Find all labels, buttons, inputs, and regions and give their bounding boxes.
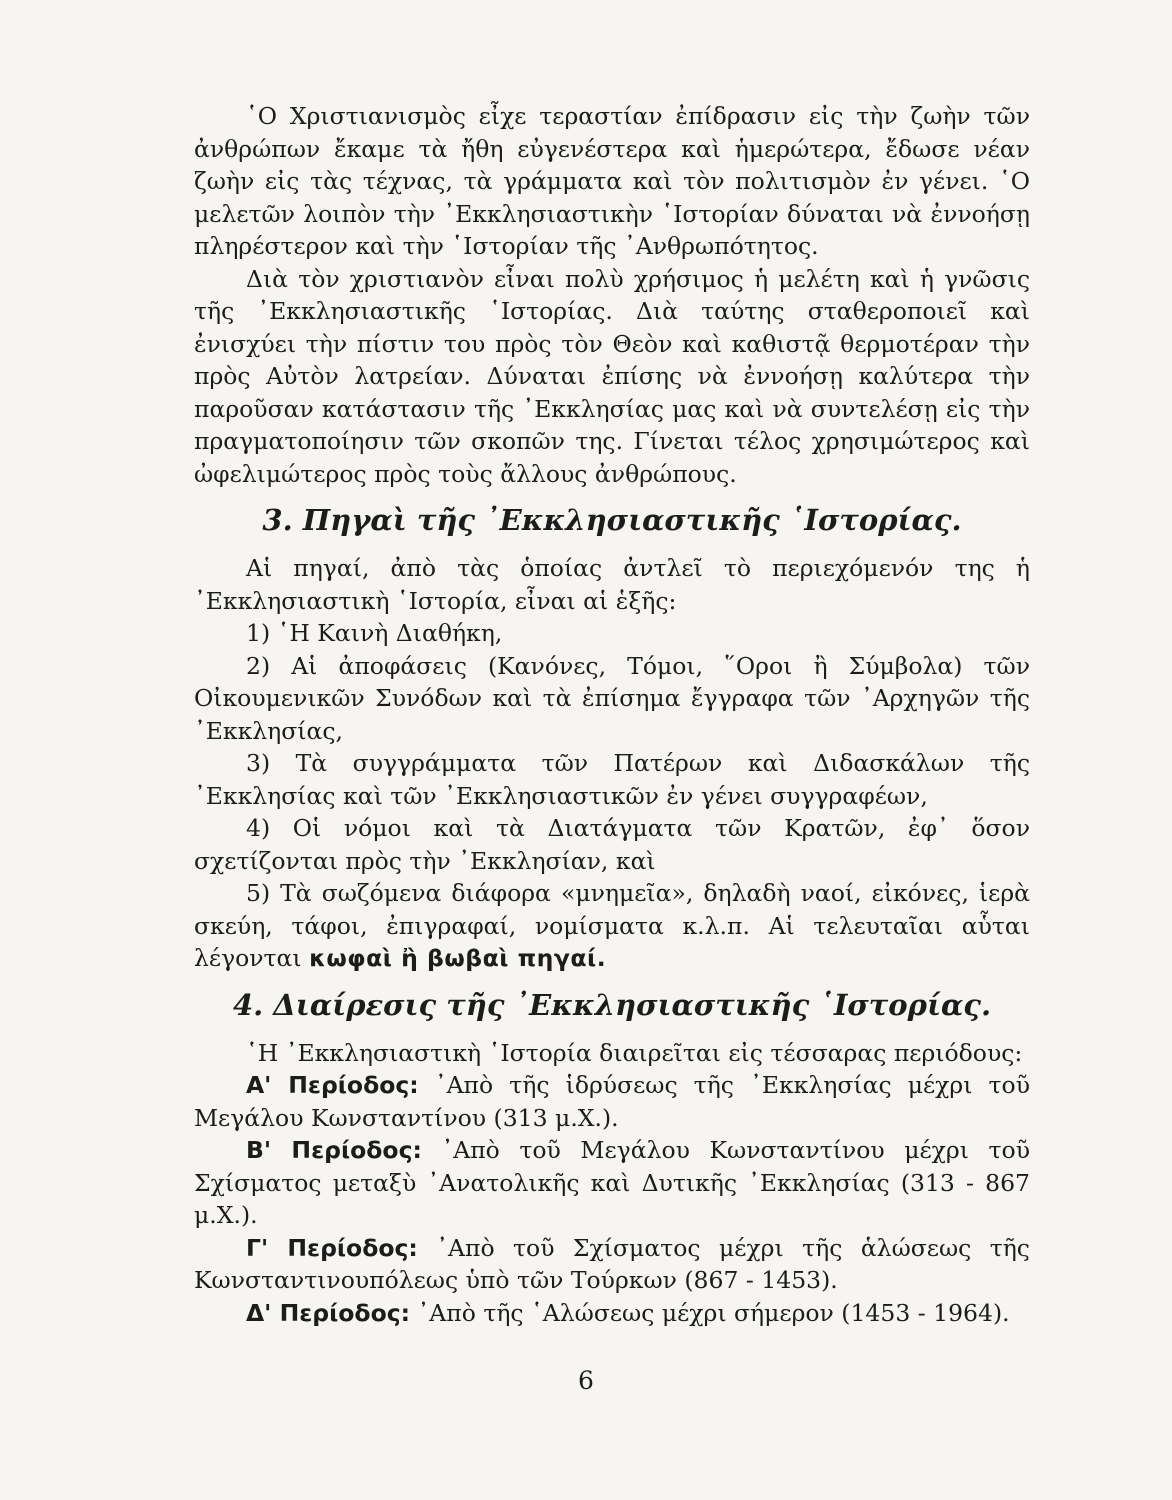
- period-c-label: Γ' Περίοδος:: [246, 1233, 418, 1262]
- section-3-heading: 3. Πηγαὶ τῆς ᾿Εκκλησιαστικῆς ῾Ιστορίας.: [262, 503, 962, 537]
- source-item-2: 2) Αἱ ἀποφάσεις (Κανόνες, Τόμοι, ῞Οροι ἢ Σύμβολα) τῶν Οἰκουμενικῶν Συνόδων καὶ τὰ ἐπίσημα ἔγγραφα τῶν ᾿Αρχηγῶν τῆς ᾿Εκκλησίας,: [194, 651, 1030, 745]
- section-3-lead: Αἱ πηγαί, ἀπὸ τὰς ὁποίας ἀντλεῖ τὸ περιεχόμενόν της ἡ ᾿Εκκλησιαστικὴ ῾Ιστορία, εἶναι αἱ ἑξῆς:: [194, 554, 1030, 615]
- source-item-4: 4) Οἱ νόμοι καὶ τὰ Διατάγματα τῶν Κρατῶν, ἐφ᾿ ὅσον σχετίζονται πρὸς τὴν ᾿Εκκλησίαν, καὶ: [194, 814, 1030, 875]
- period-b-label: Β' Περίοδος:: [246, 1136, 422, 1164]
- period-d-label: Δ' Περίοδος:: [246, 1298, 411, 1327]
- period-c: [194, 1232, 1030, 1297]
- source-item-1: 1) ῾Η Καινὴ Διαθήκη,: [246, 619, 503, 647]
- source-item-5-text: 5) Τὰ σωζόμενα διάφορα «μνημεῖα», δηλαδὴ ναοί, εἰκόνες, ἱερὰ σκεύη, τάφοι, ἐπιγραφαί, νομίσματα κ.λ.π. Αἱ τελευταῖαι αὗται λέγονται: [194, 879, 1030, 972]
- period-b: [194, 1134, 1030, 1232]
- period-c-text: ᾿Απὸ τοῦ Σχίσματος μέχρι τῆς ἁλώσεως τῆς Κωνσταντινουπόλεως ὑπὸ τῶν Τούρκων (867 - 1453).: [194, 1233, 1030, 1294]
- intro-paragraph-2: Διὰ τὸν χριστιανὸν εἶναι πολὺ χρήσιμος ἡ μελέτη καὶ ἡ γνῶσις τῆς ᾿Εκκλησιαστικῆς ῾Ιστορίας. Διὰ ταύτης σταθεροποιεῖ καὶ ἐνισχύει τὴν πίστιν του πρὸς τὸν Θεὸν καὶ καθιστᾷ θερμοτέραν τὴν πρὸς Αὐτὸν λατρείαν. Δύναται ἐπίσης νὰ ἐννοήσῃ καλύτερα τὴν παροῦσαν κατάστασιν τῆς ᾿Εκκλησίας μας καὶ νὰ συντελέσῃ εἰς τὴν πραγματοποίησιν τῶν σκοπῶν της. Γίνεται τέλος χρησιμώτερος καὶ ὠφελιμώτερος πρὸς τοὺς ἄλλους ἀνθρώπους.: [194, 264, 1030, 488]
- section-4-heading: 4. Διαίρεσις τῆς ᾿Εκκλησιαστικῆς ῾Ιστορίας.: [232, 987, 992, 1022]
- page-number: 6: [578, 1366, 594, 1395]
- source-item-5: [194, 877, 1030, 975]
- period-a: [194, 1069, 1030, 1134]
- source-item-5-bold-term: κωφαὶ ἢ βωβαὶ πηγαί.: [309, 944, 607, 972]
- intro-paragraph-1: ῾Ο Χριστιανισμὸς εἶχε τεραστίαν ἐπίδρασιν εἰς τὴν ζωὴν τῶν ἀνθρώπων ἔκαμε τὰ ἤθη εὐγενέστερα καὶ ἡμερώτερα, ἔδωσε νέαν ζωὴν εἰς τὰς τέχνας, τὰ γράμματα καὶ τὸν πολιτισμὸν ἐν γένει. ῾Ο μελετῶν λοιπὸν τὴν ᾿Εκκλησιαστικὴν ῾Ιστορίαν δύναται νὰ ἐννοήσῃ πληρέστερον καὶ τὴν ῾Ιστορίαν τῆς ᾿Ανθρωπότητος.: [194, 102, 1030, 260]
- period-a-text: ᾿Απὸ τῆς ἱδρύσεως τῆς ᾿Εκκλησίας μέχρι τοῦ Μεγάλου Κωνσταντίνου (313 μ.Χ.).: [194, 1071, 1030, 1132]
- period-a-label: Α' Περίοδος:: [246, 1071, 419, 1099]
- period-b-text: ᾿Απὸ τοῦ Μεγάλου Κωνσταντίνου μέχρι τοῦ Σχίσματος μεταξὺ ᾿Ανατολικῆς καὶ Δυτικῆς ᾿Εκκλησίας (313 - 867 μ.Χ.).: [194, 1136, 1030, 1229]
- page-body: [194, 100, 1030, 1329]
- source-item-3: 3) Τὰ συγγράμματα τῶν Πατέρων καὶ Διδασκάλων τῆς ᾿Εκκλησίας καὶ τῶν ᾿Εκκλησιαστικῶν ἐν γένει συγγραφέων,: [194, 749, 1030, 810]
- section-4-lead: ῾Η ᾿Εκκλησιαστικὴ ῾Ιστορία διαιρεῖται εἰς τέσσαρας περιόδους:: [246, 1038, 1023, 1067]
- period-d: [194, 1297, 1030, 1330]
- period-d-text: ᾿Απὸ τῆς ῾Αλώσεως μέχρι σήμερον (1453 - 1964).: [417, 1298, 1010, 1327]
